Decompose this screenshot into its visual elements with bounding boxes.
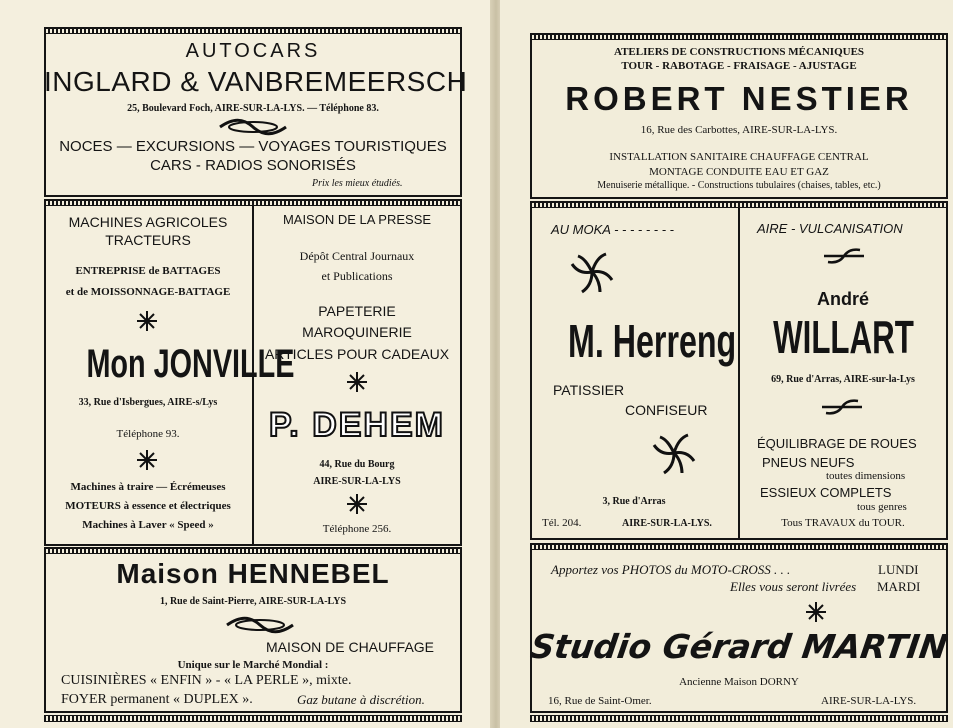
- hennebel-line4b: Gaz butane à discrétion.: [297, 692, 425, 707]
- hennebel-address: 1, Rue de Saint-Pierre, AIRE-SUR-LA-LYS: [159, 596, 347, 607]
- inglard-prices: Prix les mieux étudiés.: [312, 178, 403, 189]
- herreng-line2: CONFISEUR: [625, 402, 708, 418]
- willart-name: [740, 311, 946, 363]
- hennebel-line1: MAISON DE CHAUFFAGE: [266, 639, 435, 655]
- ornament-swash: [225, 616, 295, 634]
- jonville-line3: ENTREPRISE de BATTAGES: [75, 265, 221, 277]
- jonville-item1: Machines à traire — Écrémeuses: [70, 481, 226, 493]
- dehem-address1: 44, Rue du Bourg: [319, 459, 395, 470]
- herreng-name: [532, 315, 737, 367]
- jonville-line1: MACHINES AGRICOLES: [68, 214, 228, 230]
- star-ornament-icon: [136, 449, 158, 471]
- sunburst-ornament-icon: [570, 250, 614, 294]
- hennebel-line4a: FOYER permanent « DUPLEX ».: [61, 692, 253, 707]
- jonville-line2: TRACTEURS: [105, 232, 191, 248]
- nestier-line2: TOUR - RABOTAGE - FRAISAGE - AJUSTAGE: [621, 60, 857, 72]
- dehem-line1: MAISON DE LA PRESSE: [282, 212, 432, 227]
- hennebel-line2: Unique sur le Marché Mondial :: [177, 659, 329, 671]
- star-ornament-icon: [136, 310, 158, 332]
- willart-first: André: [816, 289, 869, 309]
- inglard-address: 25, Boulevard Foch, AIRE-SUR-LA-LYS. — Téléphone 83.: [127, 103, 379, 114]
- jonville-name: [46, 340, 295, 387]
- jonville-line4: et de MOISSONNAGE-BATTAGE: [65, 286, 231, 298]
- nestier-name: ROBERT NESTIER: [565, 80, 913, 117]
- herreng-heading: AU MOKA - - - - - - - -: [551, 222, 674, 237]
- dehem-line5: MAROQUINERIE: [302, 324, 412, 340]
- dehem-name: P. DEHEM: [269, 406, 445, 444]
- willart-line3: toutes dimensions: [826, 470, 906, 482]
- border-hatch: [530, 715, 948, 722]
- dehem-line6: ARTICLES POUR CADEAUX: [264, 346, 450, 362]
- nestier-line3: INSTALLATION SANITAIRE CHAUFFAGE CENTRAL: [609, 151, 869, 163]
- nestier-line1: ATELIERS DE CONSTRUCTIONS MÉCANIQUES: [613, 46, 865, 58]
- martin-address: 16, Rue de Saint-Omer.: [548, 695, 652, 707]
- willart-line4: ESSIEUX COMPLETS: [760, 485, 892, 500]
- willart-address: 69, Rue d'Arras, AIRE-sur-la-Lys: [771, 374, 915, 385]
- jonville-item3: Machines à Laver « Speed »: [82, 519, 214, 531]
- herreng-name-text: M. Herreng: [568, 315, 737, 367]
- herreng-tel: Tél. 204.: [542, 517, 582, 529]
- martin-line2a: Elles vous seront livrées: [730, 579, 857, 594]
- ornament-swash: [218, 118, 288, 136]
- dehem-line2: Dépôt Central Journaux: [299, 249, 415, 263]
- nestier-line4: MONTAGE CONDUITE EAU ET GAZ: [649, 166, 829, 178]
- willart-line2: PNEUS NEUFS: [762, 455, 855, 470]
- martin-line1a: Apportez vos PHOTOS du MOTO-CROSS . . .: [551, 562, 791, 577]
- martin-line1b: LUNDI: [878, 562, 919, 577]
- martin-line2b: MARDI: [877, 579, 921, 594]
- dehem-phone: Téléphone 256.: [322, 523, 392, 535]
- inglard-services2: CARS - RADIOS SONORISÉS: [150, 157, 356, 174]
- herreng-city: AIRE-SUR-LA-LYS.: [622, 518, 712, 529]
- willart-line6: Tous TRAVAUX du TOUR.: [781, 517, 905, 529]
- willart-heading: AIRE - VULCANISATION: [757, 221, 903, 236]
- willart-line1: ÉQUILIBRAGE DE ROUES: [757, 436, 917, 451]
- sunburst-ornament-icon: [652, 431, 696, 475]
- herreng-address: 3, Rue d'Arras: [602, 496, 666, 507]
- star-ornament-icon: [346, 371, 368, 393]
- dehem-line4: PAPETERIE: [318, 303, 396, 319]
- border-hatch: [44, 715, 462, 722]
- herreng-line1: PATISSIER: [553, 382, 625, 398]
- nestier-line5: Menuiserie métallique. - Constructions tubulaires (chaises, tables, etc.): [597, 180, 881, 191]
- inglard-heading: AUTOCARS: [185, 40, 321, 62]
- star-ornament-icon: [346, 493, 368, 515]
- hennebel-line3: CUISINIÈRES « ENFIN » - « LA PERLE », mixte.: [61, 673, 352, 688]
- jonville-name-text: Mon JONVILLE: [86, 342, 295, 386]
- swirl-ornament-icon: [822, 248, 866, 264]
- inglard-services: NOCES — EXCURSIONS — VOYAGES TOURISTIQUES: [59, 138, 447, 155]
- dehem-address2: AIRE-SUR-LA-LYS: [313, 476, 401, 487]
- swirl-ornament-icon: [820, 399, 864, 415]
- martin-name: Studio Gérard MARTIN: [528, 627, 950, 666]
- column-divider: [738, 206, 740, 538]
- inglard-name: INGLARD & VANBREMEERSCH: [44, 66, 468, 97]
- jonville-item2: MOTEURS à essence et électriques: [65, 500, 231, 512]
- jonville-address: 33, Rue d'Isbergues, AIRE-s/Lys: [78, 397, 218, 408]
- willart-line5: tous genres: [857, 501, 907, 513]
- dehem-line3: et Publications: [321, 269, 393, 283]
- star-ornament-icon: [805, 601, 827, 623]
- hennebel-name: Maison HENNEBEL: [116, 558, 390, 589]
- jonville-phone: Téléphone 93.: [116, 428, 180, 440]
- willart-name-text: WILLART: [773, 311, 914, 363]
- nestier-address: 16, Rue des Carbottes, AIRE-SUR-LA-LYS.: [640, 124, 838, 136]
- martin-city: AIRE-SUR-LA-LYS.: [821, 695, 917, 707]
- martin-former: Ancienne Maison DORNY: [679, 676, 799, 688]
